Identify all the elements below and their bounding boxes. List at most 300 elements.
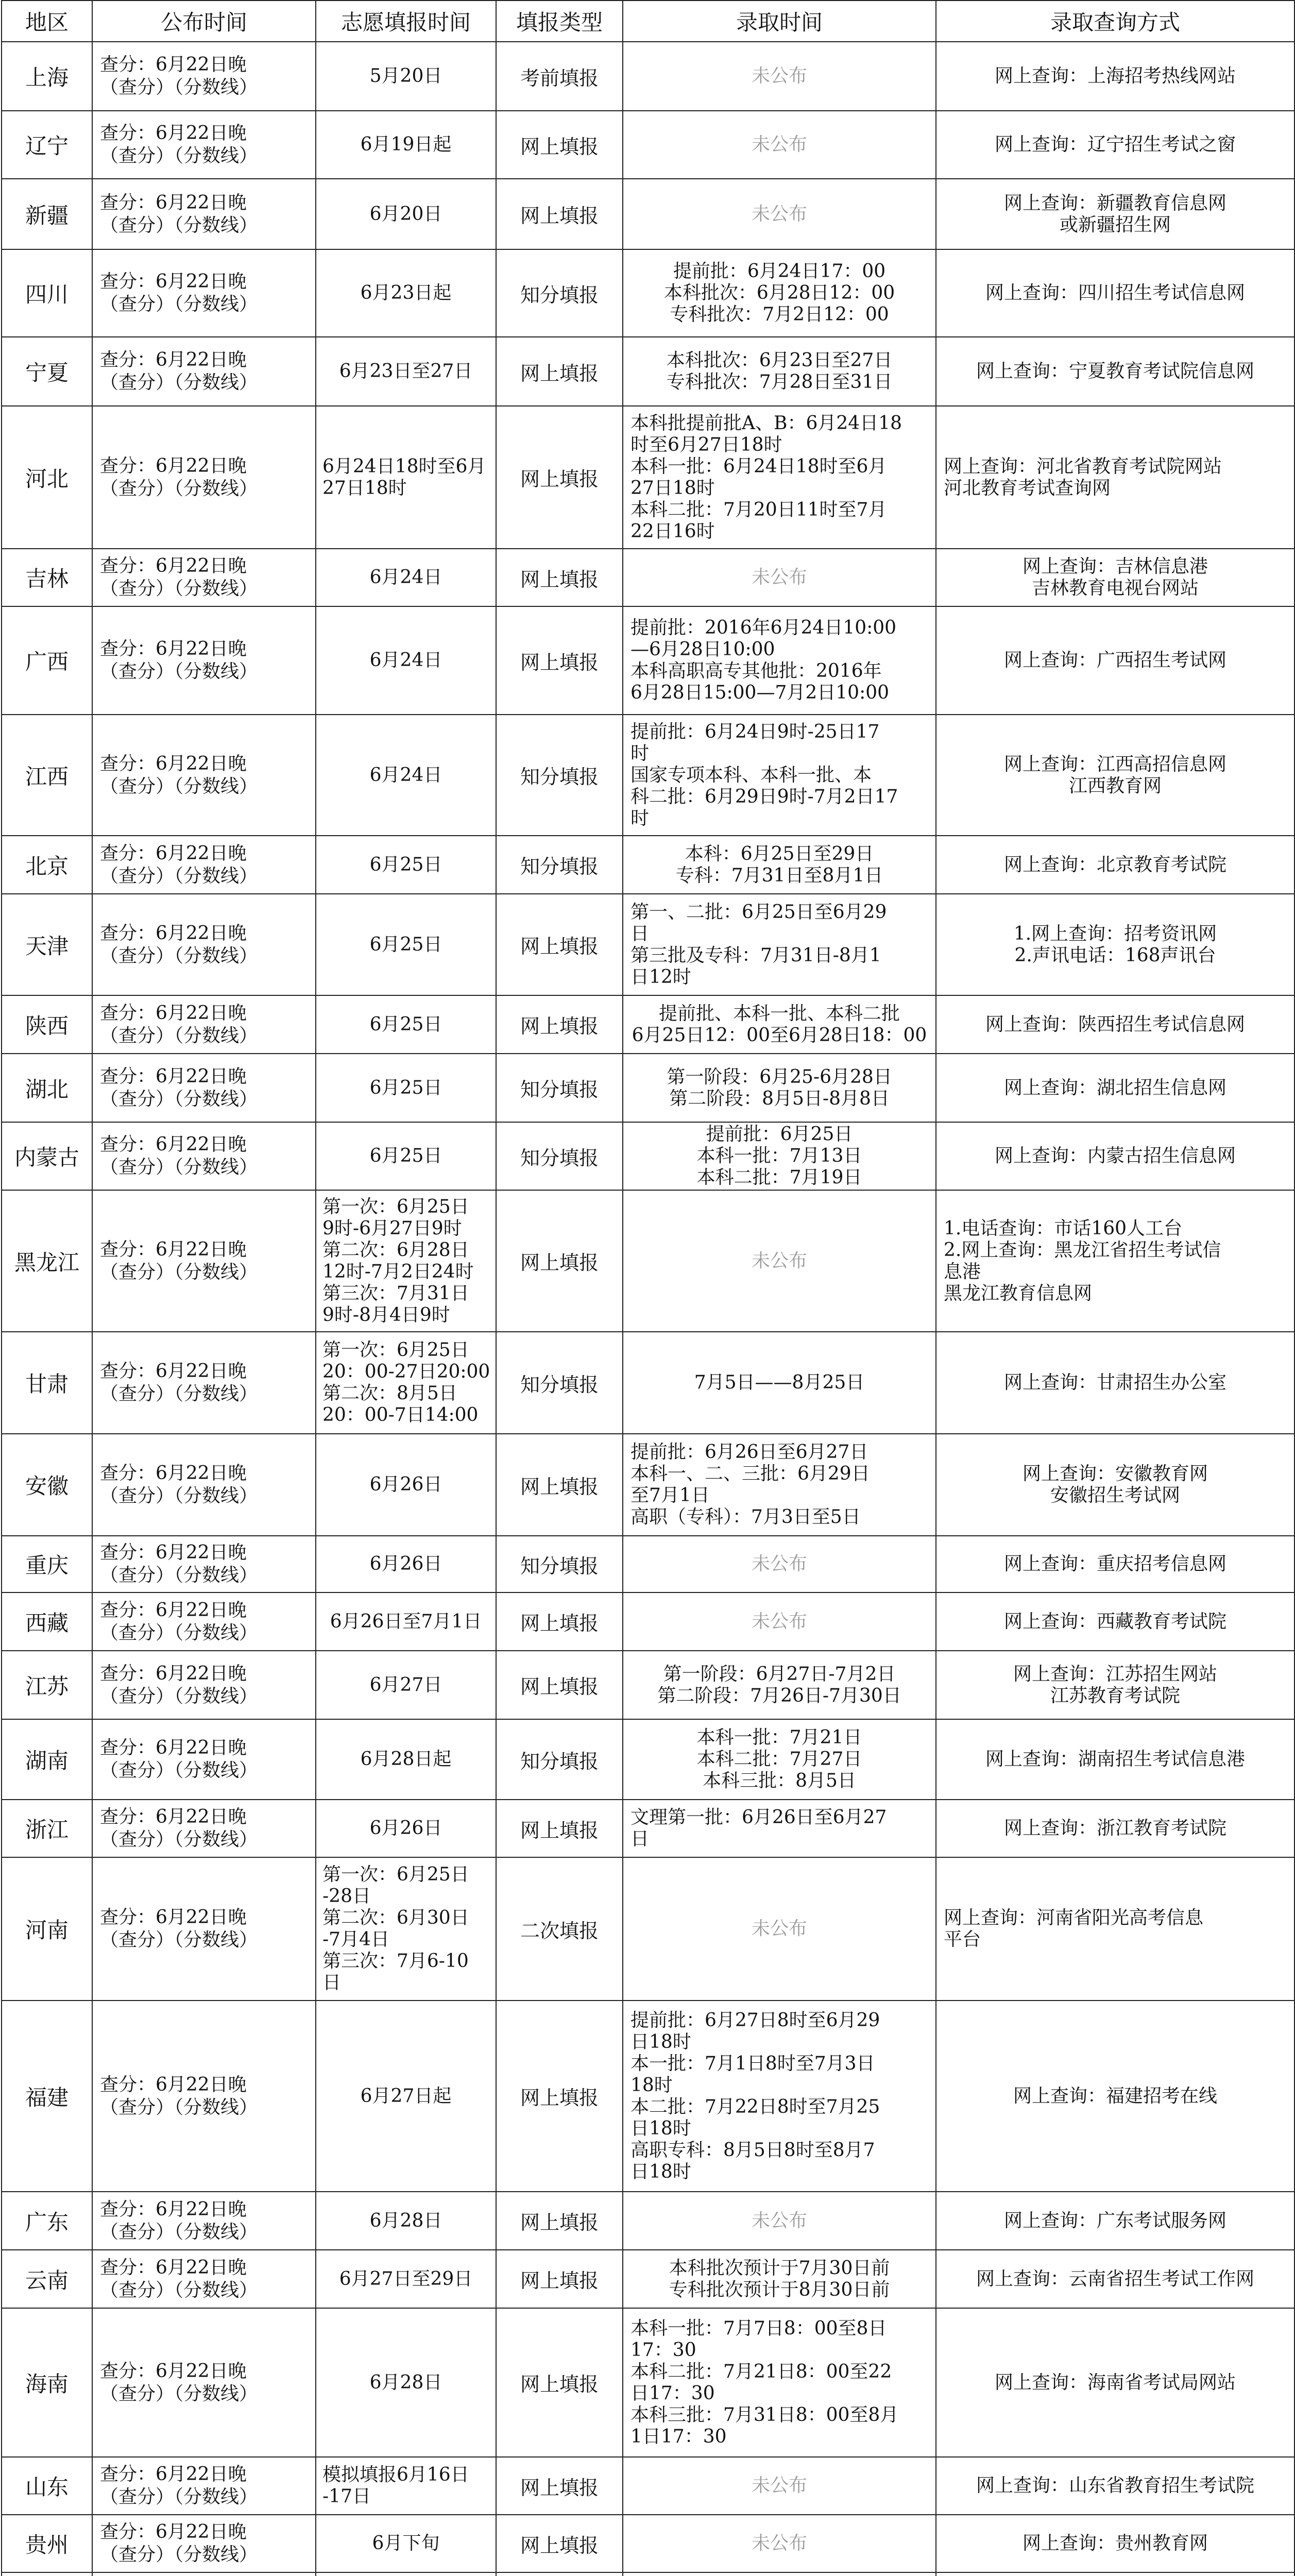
cell-line: 网上查询：西藏教育考试院 bbox=[1003, 1611, 1226, 1632]
cell-line: 吉林教育电视台网站 bbox=[1031, 578, 1199, 599]
query-method-cell bbox=[936, 1536, 1294, 1592]
cell-line: 科二批：6月29日9时-7月2日17 bbox=[631, 786, 898, 807]
fill-time-cell bbox=[316, 111, 496, 179]
table-row bbox=[2, 337, 1294, 406]
publish-time-cell bbox=[92, 1719, 316, 1800]
admission-time-cell bbox=[623, 111, 936, 179]
publish-score-line: 查分：6月22日晚 bbox=[100, 555, 247, 577]
publish-score-line: 查分：6月22日晚 bbox=[100, 1002, 247, 1024]
region-cell: 重庆 bbox=[2, 1536, 92, 1592]
cell-line: 本科二批：7月21日8：00至22 bbox=[631, 2361, 892, 2382]
cell-line: 18时 bbox=[631, 2074, 673, 2096]
cell-line: 网上查询：陕西招生考试信息网 bbox=[985, 1013, 1245, 1035]
region-cell: 宁夏 bbox=[2, 337, 92, 406]
cell-line: 国家专项本科、本科一批、本 bbox=[631, 764, 872, 786]
publish-links-line: （查分）（分数线） bbox=[100, 1760, 258, 1781]
cell-line: 6月24日 bbox=[369, 764, 442, 786]
region-cell bbox=[2, 2572, 92, 2576]
publish-links-line: （查分）（分数线） bbox=[100, 1025, 258, 1046]
cell-line: 文理第一批：6月26日至6月27 bbox=[631, 1807, 887, 1828]
publish-score-line: 查分：6月22日晚 bbox=[100, 1599, 247, 1621]
publish-time-cell bbox=[92, 42, 316, 111]
cell-line: 时至6月27日18时 bbox=[631, 434, 782, 455]
cell-line: 12时-7月2日24时 bbox=[322, 1261, 474, 1282]
publish-score-line: 查分：6月22日晚 bbox=[100, 2074, 247, 2095]
cell-line: 至7月1日 bbox=[631, 1485, 710, 1506]
publish-score-line: 查分：6月22日晚 bbox=[100, 1806, 247, 1827]
header-publish-time: 公布时间 bbox=[92, 1, 316, 42]
cell-line: 未公布 bbox=[751, 203, 807, 225]
admission-time-cell bbox=[623, 1054, 936, 1122]
admission-time-cell bbox=[623, 2515, 936, 2572]
fill-time-cell bbox=[316, 42, 496, 111]
publish-score-line: 查分：6月22日晚 bbox=[100, 123, 247, 144]
cell-line: 第三批及专科：7月31日-8月1 bbox=[631, 944, 881, 966]
table-row bbox=[2, 2457, 1294, 2515]
cell-line: 网上查询：山东省教育招生考试院 bbox=[976, 2475, 1254, 2496]
fill-type-cell: 网上填报 bbox=[496, 337, 623, 406]
cell-line: 提前批、本科一批、本科二批 bbox=[658, 1003, 900, 1024]
table-row bbox=[2, 2001, 1294, 2192]
region-cell: 河北 bbox=[2, 406, 92, 549]
admission-time-cell bbox=[623, 1719, 936, 1800]
header-fill-time: 志愿填报时间 bbox=[316, 1, 496, 42]
table-row bbox=[2, 1332, 1294, 1434]
fill-time-cell bbox=[316, 2001, 496, 2192]
cell-line: 提前批：6月24日9时-25日17 bbox=[631, 721, 880, 742]
publish-time-cell bbox=[92, 1857, 316, 2001]
admission-time-cell bbox=[623, 1857, 936, 2001]
publish-score-line: 查分：6月22日晚 bbox=[100, 192, 247, 213]
cell-line: 本科三批：7月31日8：00至8月 bbox=[631, 2404, 899, 2426]
fill-time-cell bbox=[316, 1054, 496, 1122]
header-query-method: 录取查询方式 bbox=[936, 1, 1294, 42]
cell-line: 专科批次：7月2日12：00 bbox=[670, 304, 889, 325]
cell-line: 6月26日 bbox=[369, 1818, 442, 1839]
publish-score-line: 查分：6月22日晚 bbox=[100, 1907, 247, 1928]
query-method-cell bbox=[936, 2515, 1294, 2572]
query-method-cell bbox=[936, 179, 1294, 249]
cell-line: 安徽招生考试网 bbox=[1050, 1485, 1180, 1506]
publish-score-line: 查分：6月22日晚 bbox=[100, 2257, 247, 2278]
cell-line: -7月4日 bbox=[322, 1929, 389, 1950]
table-row bbox=[2, 836, 1294, 894]
cell-line: 第一阶段：6月25-6月28日 bbox=[667, 1066, 892, 1088]
cell-line: 本科二批：7月20日11时至7月 bbox=[631, 499, 887, 520]
fill-type-cell: 网上填报 bbox=[496, 1434, 623, 1536]
admission-time-cell bbox=[623, 406, 936, 549]
cell-line: 20：00-27日20:00 bbox=[322, 1361, 490, 1382]
query-method-cell bbox=[936, 1122, 1294, 1190]
region-cell: 江西 bbox=[2, 715, 92, 836]
header-admission-time: 录取时间 bbox=[623, 1, 936, 42]
cell-line: 第二次：8月5日 bbox=[322, 1383, 457, 1404]
table-row bbox=[2, 1434, 1294, 1536]
table-row bbox=[2, 2308, 1294, 2457]
admission-time-cell bbox=[623, 179, 936, 249]
cell-line: 本一批：7月1日8时至7月3日 bbox=[631, 2053, 875, 2074]
publish-score-line: 查分：6月22日晚 bbox=[100, 2360, 247, 2382]
cell-line: 网上查询：辽宁招生考试之窗 bbox=[994, 134, 1236, 155]
publish-links-line: （查分）（分数线） bbox=[100, 865, 258, 887]
table-row bbox=[2, 2250, 1294, 2308]
publish-score-line: 查分：6月22日晚 bbox=[100, 2464, 247, 2485]
publish-score-line: 查分：6月22日晚 bbox=[100, 1361, 247, 1382]
cell-line: 6月24日 bbox=[369, 567, 442, 588]
query-method-cell bbox=[936, 1434, 1294, 1536]
fill-time-cell bbox=[316, 2192, 496, 2250]
query-method-cell bbox=[936, 606, 1294, 715]
cell-line: 日 bbox=[631, 1828, 650, 1850]
cell-line: 5月20日 bbox=[369, 65, 442, 87]
publish-score-line: 查分：6月22日晚 bbox=[100, 1737, 247, 1758]
query-method-cell bbox=[936, 2001, 1294, 2192]
cell-line: 日 bbox=[322, 1972, 342, 1993]
cell-line: 27日18时 bbox=[322, 477, 407, 499]
region-cell: 广西 bbox=[2, 606, 92, 715]
cell-line: 本科批次：6月28日12：00 bbox=[663, 282, 895, 303]
fill-time-cell bbox=[316, 249, 496, 337]
fill-type-cell: 网上填报 bbox=[496, 549, 623, 606]
cell-line: 本科一批：6月24日18时至6月 bbox=[631, 455, 887, 477]
table-row bbox=[2, 1719, 1294, 1800]
fill-type-cell: 网上填报 bbox=[496, 111, 623, 179]
cell-line: 网上查询：北京教育考试院 bbox=[1003, 854, 1226, 875]
region-cell: 江苏 bbox=[2, 1651, 92, 1719]
admission-time-cell bbox=[623, 2192, 936, 2250]
cell-line: 网上查询：河北省教育考试院网站 bbox=[944, 455, 1222, 477]
fill-time-cell bbox=[316, 894, 496, 995]
cell-line: 6月28日 bbox=[369, 2210, 442, 2231]
query-method-cell bbox=[936, 2308, 1294, 2457]
admission-time-cell bbox=[623, 1651, 936, 1719]
publish-time-cell bbox=[92, 836, 316, 894]
cell-line: 提前批：6月26日至6月27日 bbox=[631, 1442, 868, 1463]
publish-time-cell bbox=[92, 1190, 316, 1332]
region-cell: 吉林 bbox=[2, 549, 92, 606]
cell-line: 6月25日12：00至6月28日18：00 bbox=[632, 1024, 927, 1046]
region-cell: 西藏 bbox=[2, 1592, 92, 1651]
cell-line: 9时-6月27日9时 bbox=[322, 1217, 462, 1239]
publish-time-cell bbox=[92, 2572, 316, 2576]
cell-line: 6月27日 bbox=[369, 1674, 442, 1696]
publish-time-cell bbox=[92, 2192, 316, 2250]
admission-time-cell bbox=[623, 1332, 936, 1434]
cell-line: 本科一批：7月21日 bbox=[696, 1727, 862, 1748]
fill-time-cell bbox=[316, 1434, 496, 1536]
cell-line: 未公布 bbox=[751, 65, 807, 87]
query-method-cell bbox=[936, 337, 1294, 406]
cell-line: 本科一、二、三批：6月29日 bbox=[631, 1463, 870, 1484]
cell-line: 模拟填报6月16日 bbox=[322, 2464, 469, 2485]
fill-type-cell: 知分填报 bbox=[496, 1719, 623, 1800]
cell-line: 27日18时 bbox=[631, 477, 715, 499]
cell-line: 6月24日 bbox=[369, 650, 442, 671]
cell-line: 第一、二批：6月25日至6月29 bbox=[631, 901, 887, 923]
publish-time-cell bbox=[92, 894, 316, 995]
publish-links-line: （查分）（分数线） bbox=[100, 478, 258, 499]
cell-line: 日 bbox=[631, 923, 650, 944]
table-row bbox=[2, 2572, 1294, 2576]
cell-line: 2.网上查询：黑龙江省招生考试信 bbox=[944, 1239, 1221, 1261]
cell-line: 本科二批：7月19日 bbox=[696, 1167, 862, 1188]
cell-line: 2.声讯电话：168声讯台 bbox=[1014, 944, 1216, 966]
cell-line: 第一次：6月25日 bbox=[322, 1340, 469, 1361]
query-method-cell bbox=[936, 549, 1294, 606]
publish-score-line: 查分：6月22日晚 bbox=[100, 2521, 247, 2543]
cell-line: 本科批提前批A、B：6月24日18 bbox=[631, 412, 902, 434]
publish-links-line: （查分）（分数线） bbox=[100, 578, 258, 599]
fill-type-cell: 网上填报 bbox=[496, 179, 623, 249]
publish-links-line: （查分）（分数线） bbox=[100, 214, 258, 236]
query-method-cell bbox=[936, 715, 1294, 836]
fill-time-cell bbox=[316, 406, 496, 549]
fill-type-cell: 知分填报 bbox=[496, 1122, 623, 1190]
fill-type-cell: 网上填报 bbox=[496, 2308, 623, 2457]
publish-time-cell bbox=[92, 1592, 316, 1651]
query-method-cell bbox=[936, 894, 1294, 995]
admission-time-cell bbox=[623, 606, 936, 715]
publish-score-line: 查分：6月22日晚 bbox=[100, 922, 247, 944]
query-method-cell bbox=[936, 2572, 1294, 2576]
cell-line: 网上查询：云南省招生考试工作网 bbox=[976, 2268, 1254, 2290]
cell-line: 本科：6月25日至29日 bbox=[685, 843, 874, 865]
cell-line: 日18时 bbox=[631, 2117, 691, 2139]
query-method-cell bbox=[936, 2457, 1294, 2515]
region-cell: 陕西 bbox=[2, 995, 92, 1054]
cell-line: 第二阶段：8月5日-8月8日 bbox=[669, 1088, 890, 1109]
table-row bbox=[2, 1122, 1294, 1190]
cell-line: 6月20日 bbox=[369, 203, 442, 225]
publish-score-line: 查分：6月22日晚 bbox=[100, 271, 247, 292]
cell-line: 1.电话查询：市话160人工台 bbox=[944, 1217, 1183, 1239]
query-method-cell bbox=[936, 1719, 1294, 1800]
query-method-cell bbox=[936, 1800, 1294, 1857]
fill-time-cell bbox=[316, 1651, 496, 1719]
admission-time-cell bbox=[623, 249, 936, 337]
region-cell: 新疆 bbox=[2, 179, 92, 249]
admission-time-cell bbox=[623, 337, 936, 406]
publish-links-line: （查分）（分数线） bbox=[100, 2221, 258, 2243]
region-cell: 湖南 bbox=[2, 1719, 92, 1800]
publish-links-line: （查分）（分数线） bbox=[100, 1829, 258, 1850]
cell-line: 第二阶段：7月26日-7月30日 bbox=[657, 1685, 901, 1706]
cell-line: 江西教育网 bbox=[1068, 775, 1162, 796]
fill-time-cell bbox=[316, 549, 496, 606]
publish-time-cell bbox=[92, 1651, 316, 1719]
cell-line: 第一次：6月25日 bbox=[322, 1196, 469, 1217]
admission-time-cell bbox=[623, 2250, 936, 2308]
cell-line: 6月27日至29日 bbox=[339, 2268, 473, 2290]
cell-line: 网上查询：福建招考在线 bbox=[1013, 2085, 1217, 2107]
region-cell: 四川 bbox=[2, 249, 92, 337]
publish-links-line: （查分）（分数线） bbox=[100, 661, 258, 682]
cell-line: 网上查询：安徽教育网 bbox=[1022, 1463, 1208, 1484]
cell-line: 日12时 bbox=[631, 966, 691, 988]
region-cell: 海南 bbox=[2, 2308, 92, 2457]
region-cell: 福建 bbox=[2, 2001, 92, 2192]
publish-time-cell bbox=[92, 2308, 316, 2457]
cell-line: 网上查询：海南省考试局网站 bbox=[994, 2371, 1236, 2393]
fill-type-cell: 网上填报 bbox=[496, 894, 623, 995]
cell-line: 第一次：6月25日 bbox=[322, 1864, 469, 1885]
cell-line: 7月5日——8月25日 bbox=[694, 1372, 865, 1393]
publish-links-line: （查分）（分数线） bbox=[100, 2383, 258, 2404]
publish-time-cell bbox=[92, 2515, 316, 2572]
publish-time-cell bbox=[92, 1332, 316, 1434]
region-cell: 黑龙江 bbox=[2, 1190, 92, 1332]
publish-time-cell bbox=[92, 2250, 316, 2308]
publish-score-line: 查分：6月22日晚 bbox=[100, 455, 247, 477]
cell-line: —6月28日10:00 bbox=[631, 639, 775, 660]
query-method-cell bbox=[936, 2250, 1294, 2308]
publish-time-cell bbox=[92, 2457, 316, 2515]
fill-time-cell bbox=[316, 1592, 496, 1651]
publish-time-cell bbox=[92, 111, 316, 179]
region-cell: 安徽 bbox=[2, 1434, 92, 1536]
cell-line: 日18时 bbox=[631, 2031, 691, 2053]
cell-line: 第二次：6月28日 bbox=[322, 1239, 469, 1261]
query-method-cell bbox=[936, 42, 1294, 111]
fill-time-cell bbox=[316, 1190, 496, 1332]
publish-links-line: （查分）（分数线） bbox=[100, 945, 258, 967]
table-row bbox=[2, 606, 1294, 715]
admission-time-cell bbox=[623, 894, 936, 995]
admission-time-cell bbox=[623, 1592, 936, 1651]
cell-line: 第三次：7月6-10 bbox=[322, 1951, 469, 1972]
publish-time-cell bbox=[92, 1800, 316, 1857]
region-cell: 天津 bbox=[2, 894, 92, 995]
publish-links-line: （查分）（分数线） bbox=[100, 1685, 258, 1707]
fill-type-cell: 网上填报 bbox=[496, 2250, 623, 2308]
publish-links-line: （查分）（分数线） bbox=[100, 1383, 258, 1404]
publish-time-cell bbox=[92, 2001, 316, 2192]
region-cell: 内蒙古 bbox=[2, 1122, 92, 1190]
publish-time-cell bbox=[92, 179, 316, 249]
cell-line: 本科二批：7月27日 bbox=[696, 1749, 862, 1770]
publish-score-line: 查分：6月22日晚 bbox=[100, 54, 247, 75]
cell-line: 6月25日 bbox=[369, 1013, 442, 1035]
publish-links-line: （查分）（分数线） bbox=[100, 2544, 258, 2565]
cell-line: 第一阶段：6月27日-7月2日 bbox=[663, 1663, 896, 1685]
publish-time-cell bbox=[92, 995, 316, 1054]
admission-time-cell bbox=[623, 1434, 936, 1536]
fill-type-cell bbox=[496, 2572, 623, 2576]
cell-line: 17：30 bbox=[631, 2339, 696, 2361]
cell-line: 未公布 bbox=[751, 2210, 807, 2231]
publish-links-line: （查分）（分数线） bbox=[100, 1565, 258, 1586]
cell-line: 6月27日起 bbox=[360, 2085, 452, 2107]
cell-line: 本科批次预计于7月30日前 bbox=[669, 2257, 890, 2279]
fill-time-cell bbox=[316, 2515, 496, 2572]
fill-time-cell bbox=[316, 2250, 496, 2308]
publish-time-cell bbox=[92, 549, 316, 606]
fill-type-cell: 知分填报 bbox=[496, 249, 623, 337]
publish-score-line: 查分：6月22日晚 bbox=[100, 1134, 247, 1155]
table-row bbox=[2, 42, 1294, 111]
fill-time-cell bbox=[316, 1719, 496, 1800]
admission-time-cell bbox=[623, 2457, 936, 2515]
query-method-cell bbox=[936, 406, 1294, 549]
table-row bbox=[2, 111, 1294, 179]
cell-line: 提前批：6月27日8时至6月29 bbox=[631, 2009, 880, 2031]
cell-line: 网上查询：江西高招信息网 bbox=[1003, 753, 1226, 775]
publish-links-line: （查分）（分数线） bbox=[100, 1485, 258, 1506]
fill-time-cell bbox=[316, 337, 496, 406]
cell-line: 未公布 bbox=[751, 1553, 807, 1574]
cell-line: 网上查询：湖北招生信息网 bbox=[1003, 1077, 1226, 1098]
cell-line: 6月28日15:00—7月2日10:00 bbox=[631, 682, 890, 703]
region-cell: 广东 bbox=[2, 2192, 92, 2250]
publish-score-line: 查分：6月22日晚 bbox=[100, 753, 247, 774]
cell-line: 网上查询：内蒙古招生信息网 bbox=[994, 1145, 1236, 1166]
query-method-cell bbox=[936, 1592, 1294, 1651]
publish-links-line: （查分）（分数线） bbox=[100, 2279, 258, 2301]
cell-line: 平台 bbox=[944, 1929, 981, 1950]
cell-line: 6月25日 bbox=[369, 1145, 442, 1166]
cell-line: 未公布 bbox=[751, 2533, 807, 2554]
table-row bbox=[2, 1651, 1294, 1719]
cell-line: 6月26日至7月1日 bbox=[330, 1611, 482, 1632]
publish-score-line: 查分：6月22日晚 bbox=[100, 2198, 247, 2220]
cell-line: 未公布 bbox=[751, 134, 807, 155]
table-header-row bbox=[2, 1, 1294, 42]
table-row bbox=[2, 549, 1294, 606]
cell-line: 1.网上查询：招考资讯网 bbox=[1013, 923, 1217, 944]
cell-line: 网上查询：吉林信息港 bbox=[1022, 556, 1208, 577]
fill-time-cell bbox=[316, 715, 496, 836]
cell-line: 高职（专科）：7月3日至5日 bbox=[631, 1506, 861, 1528]
fill-time-cell bbox=[316, 179, 496, 249]
cell-line: 网上查询：新疆教育信息网 bbox=[1003, 192, 1226, 214]
cell-line: 本科一批：7月13日 bbox=[696, 1145, 862, 1166]
publish-time-cell bbox=[92, 715, 316, 836]
header-region: 地区 bbox=[2, 1, 92, 42]
cell-line: 22日16时 bbox=[631, 520, 715, 542]
publish-links-line: （查分）（分数线） bbox=[100, 775, 258, 797]
region-cell: 浙江 bbox=[2, 1800, 92, 1857]
fill-type-cell: 网上填报 bbox=[496, 606, 623, 715]
publish-links-line: （查分）（分数线） bbox=[100, 294, 258, 315]
region-cell: 湖北 bbox=[2, 1054, 92, 1122]
admission-schedule-table bbox=[1, 0, 1295, 2576]
admission-time-cell bbox=[623, 1536, 936, 1592]
fill-time-cell bbox=[316, 1536, 496, 1592]
query-method-cell bbox=[936, 1190, 1294, 1332]
table-row bbox=[2, 1592, 1294, 1651]
query-method-cell bbox=[936, 1651, 1294, 1719]
fill-time-cell bbox=[316, 1122, 496, 1190]
fill-time-cell bbox=[316, 1857, 496, 2001]
admission-time-cell bbox=[623, 549, 936, 606]
cell-line: 6月25日 bbox=[369, 854, 442, 875]
table-row bbox=[2, 249, 1294, 337]
query-method-cell bbox=[936, 1332, 1294, 1434]
query-method-cell bbox=[936, 111, 1294, 179]
query-method-cell bbox=[936, 995, 1294, 1054]
cell-line: 专科：7月31日至8月1日 bbox=[675, 865, 883, 886]
fill-type-cell: 网上填报 bbox=[496, 2001, 623, 2192]
cell-line: 6月26日 bbox=[369, 1474, 442, 1495]
publish-links-line: （查分）（分数线） bbox=[100, 1157, 258, 1178]
cell-line: -28日 bbox=[322, 1886, 371, 1907]
cell-line: 本科三批：8月5日 bbox=[703, 1770, 856, 1791]
fill-time-cell bbox=[316, 995, 496, 1054]
publish-time-cell bbox=[92, 1054, 316, 1122]
table-row bbox=[2, 406, 1294, 549]
cell-line: 6月23日起 bbox=[360, 282, 452, 303]
publish-time-cell bbox=[92, 249, 316, 337]
